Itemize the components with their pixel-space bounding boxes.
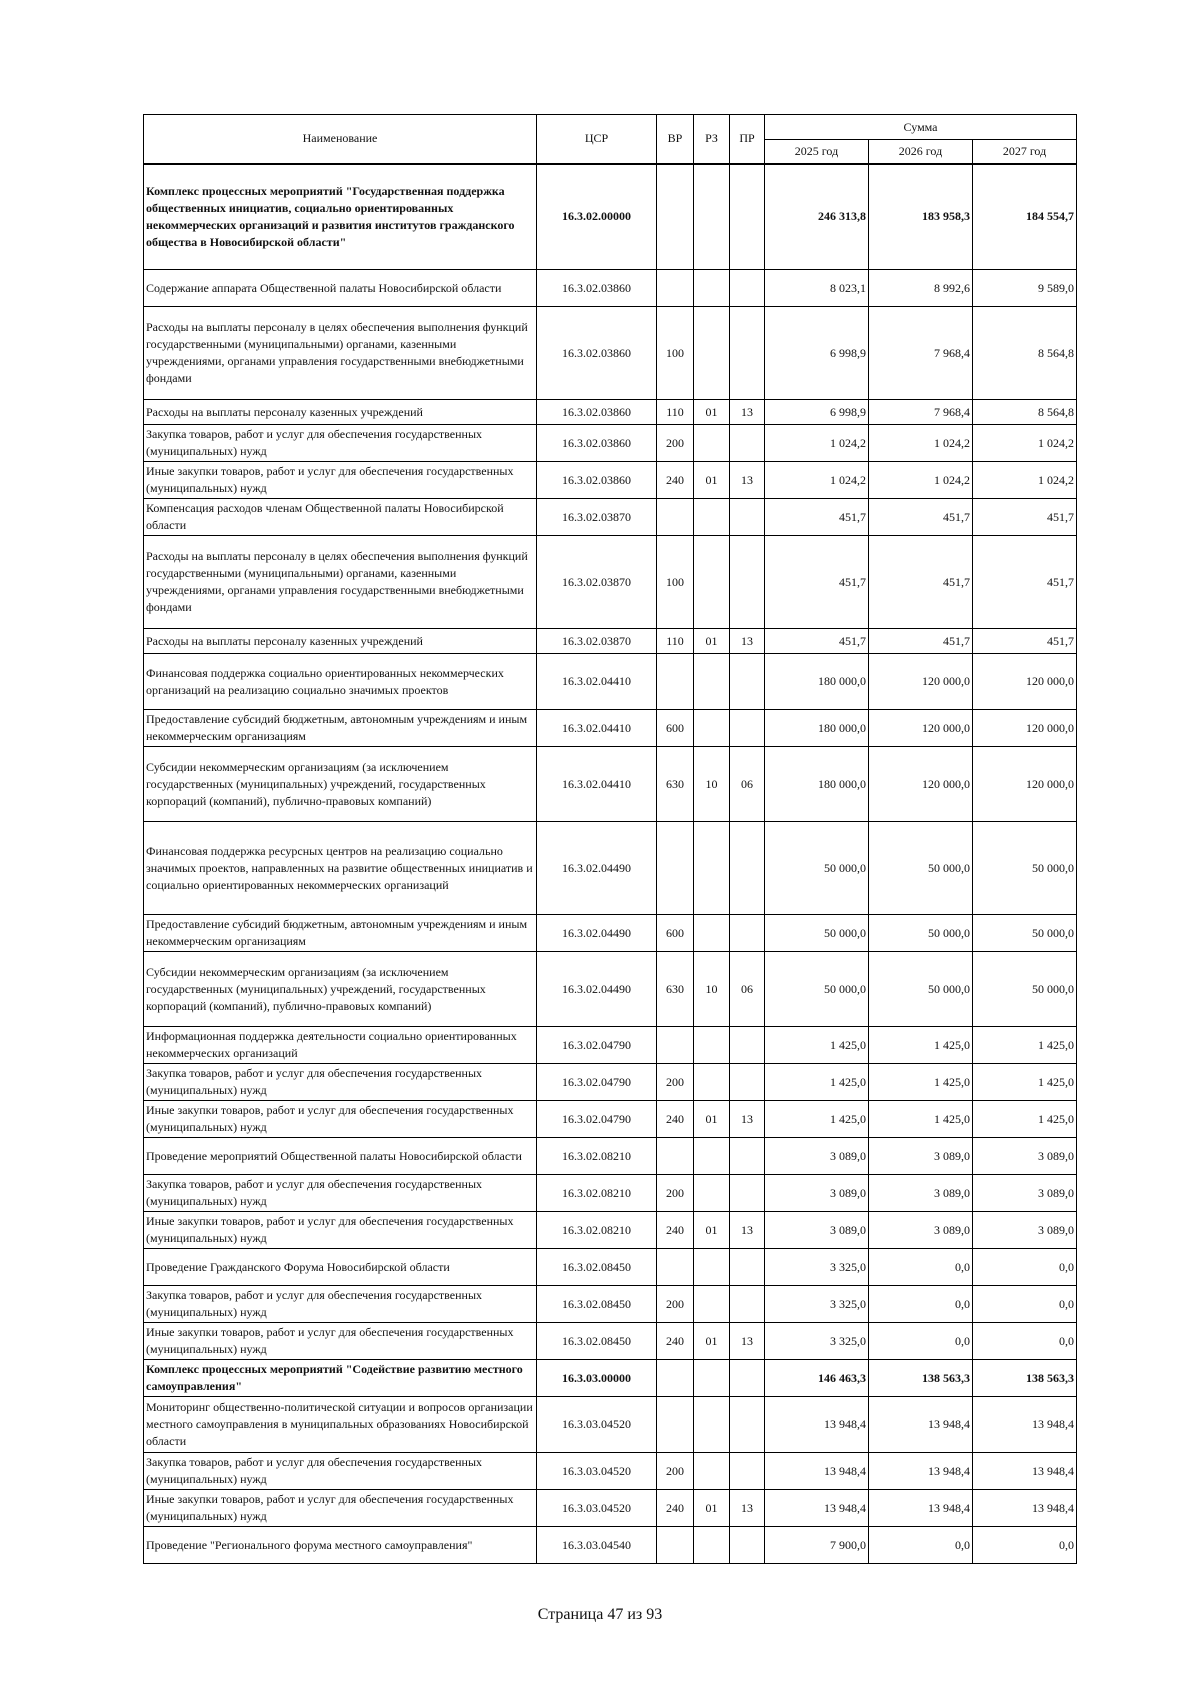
cell-rz <box>694 499 730 536</box>
cell-2025: 8 023,1 <box>765 270 869 307</box>
cell-csr: 16.3.02.08210 <box>537 1175 657 1212</box>
cell-2027: 1 425,0 <box>973 1101 1077 1138</box>
cell-rz <box>694 1453 730 1490</box>
table-row <box>144 1175 1077 1212</box>
cell-2027: 8 564,8 <box>973 400 1077 425</box>
table-row <box>144 400 1077 425</box>
cell-2025: 3 325,0 <box>765 1249 869 1286</box>
cell-2025: 1 024,2 <box>765 462 869 499</box>
cell-vr: 630 <box>657 747 694 822</box>
cell-rz: 01 <box>694 1101 730 1138</box>
cell-2027: 50 000,0 <box>973 822 1077 915</box>
table-row <box>144 1249 1077 1286</box>
cell-2026: 13 948,4 <box>869 1397 973 1453</box>
cell-2027: 3 089,0 <box>973 1212 1077 1249</box>
cell-pr <box>730 164 765 270</box>
cell-vr: 240 <box>657 462 694 499</box>
cell-vr: 240 <box>657 1490 694 1527</box>
cell-2026: 3 089,0 <box>869 1212 973 1249</box>
cell-name: Расходы на выплаты персоналу в целях обеспечения выполнения функций государственными (муниципальными) органами, казенными учреждениями, органами управления государственными внебюджетными фондами <box>144 536 537 629</box>
cell-2027: 3 089,0 <box>973 1138 1077 1175</box>
cell-2025: 3 089,0 <box>765 1212 869 1249</box>
cell-2026: 13 948,4 <box>869 1453 973 1490</box>
cell-vr: 200 <box>657 425 694 462</box>
cell-name: Информационная поддержка деятельности социально ориентированных некоммерческих организаций <box>144 1027 537 1064</box>
table-row <box>144 1527 1077 1564</box>
cell-name: Проведение мероприятий Общественной палаты Новосибирской области <box>144 1138 537 1175</box>
cell-rz <box>694 1286 730 1323</box>
cell-name: Проведение Гражданского Форума Новосибирской области <box>144 1249 537 1286</box>
cell-2027: 451,7 <box>973 536 1077 629</box>
table-row <box>144 710 1077 747</box>
header-year-2025: 2025 год <box>765 140 869 164</box>
cell-2027: 50 000,0 <box>973 915 1077 952</box>
cell-name: Предоставление субсидий бюджетным, автономным учреждениям и иным некоммерческим организациям <box>144 915 537 952</box>
cell-vr <box>657 1360 694 1397</box>
cell-vr: 200 <box>657 1453 694 1490</box>
cell-2026: 1 024,2 <box>869 462 973 499</box>
cell-pr: 13 <box>730 400 765 425</box>
table-row <box>144 822 1077 915</box>
cell-rz <box>694 536 730 629</box>
cell-2026: 0,0 <box>869 1249 973 1286</box>
cell-rz <box>694 1397 730 1453</box>
cell-2025: 6 998,9 <box>765 307 869 400</box>
table-row <box>144 915 1077 952</box>
cell-vr <box>657 1527 694 1564</box>
table-row <box>144 1212 1077 1249</box>
cell-pr <box>730 270 765 307</box>
cell-2027: 120 000,0 <box>973 710 1077 747</box>
table-row <box>144 654 1077 710</box>
cell-name: Комплекс процессных мероприятий "Государственная поддержка общественных инициатив, социально ориентированных некоммерческих организаций и развития институтов гражданского общества в Новосибирской области" <box>144 164 537 270</box>
cell-csr: 16.3.03.04520 <box>537 1490 657 1527</box>
cell-2026: 451,7 <box>869 536 973 629</box>
cell-pr <box>730 307 765 400</box>
cell-pr <box>730 1527 765 1564</box>
cell-2025: 13 948,4 <box>765 1453 869 1490</box>
cell-vr: 100 <box>657 536 694 629</box>
cell-2025: 1 425,0 <box>765 1064 869 1101</box>
cell-2025: 3 089,0 <box>765 1175 869 1212</box>
cell-pr <box>730 1360 765 1397</box>
cell-name: Субсидии некоммерческим организациям (за исключением государственных (муниципальных) учреждений, государственных корпораций (компаний), публично-правовых компаний) <box>144 952 537 1027</box>
cell-name: Иные закупки товаров, работ и услуг для обеспечения государственных (муниципальных) нужд <box>144 1490 537 1527</box>
cell-vr: 240 <box>657 1212 694 1249</box>
cell-vr: 110 <box>657 629 694 654</box>
cell-vr: 600 <box>657 710 694 747</box>
cell-csr: 16.3.02.04410 <box>537 747 657 822</box>
cell-rz: 01 <box>694 629 730 654</box>
cell-pr <box>730 1397 765 1453</box>
header-csr: ЦСР <box>537 115 657 164</box>
cell-2025: 1 024,2 <box>765 425 869 462</box>
table-row <box>144 1286 1077 1323</box>
cell-pr: 06 <box>730 747 765 822</box>
cell-csr: 16.3.02.08210 <box>537 1138 657 1175</box>
cell-2026: 120 000,0 <box>869 654 973 710</box>
cell-rz <box>694 710 730 747</box>
cell-csr: 16.3.02.04410 <box>537 654 657 710</box>
page-number: Страница 47 из 93 <box>537 1606 663 1623</box>
cell-name: Субсидии некоммерческим организациям (за исключением государственных (муниципальных) учреждений, государственных корпораций (компаний), публично-правовых компаний) <box>144 747 537 822</box>
cell-2026: 1 024,2 <box>869 425 973 462</box>
cell-csr: 16.3.03.04520 <box>537 1397 657 1453</box>
cell-pr: 13 <box>730 1212 765 1249</box>
cell-2026: 3 089,0 <box>869 1175 973 1212</box>
cell-pr <box>730 1064 765 1101</box>
cell-vr <box>657 164 694 270</box>
cell-2027: 50 000,0 <box>973 952 1077 1027</box>
cell-2025: 13 948,4 <box>765 1490 869 1527</box>
cell-name: Иные закупки товаров, работ и услуг для обеспечения государственных (муниципальных) нужд <box>144 462 537 499</box>
cell-2025: 50 000,0 <box>765 952 869 1027</box>
table-row <box>144 629 1077 654</box>
cell-csr: 16.3.02.04490 <box>537 952 657 1027</box>
table-row <box>144 499 1077 536</box>
cell-rz <box>694 1138 730 1175</box>
cell-2025: 13 948,4 <box>765 1397 869 1453</box>
cell-vr <box>657 1027 694 1064</box>
cell-vr <box>657 270 694 307</box>
header-year-2027: 2027 год <box>973 140 1077 164</box>
cell-pr: 13 <box>730 1490 765 1527</box>
cell-csr: 16.3.02.08450 <box>537 1323 657 1360</box>
cell-vr <box>657 1397 694 1453</box>
cell-2026: 7 968,4 <box>869 400 973 425</box>
table-row <box>144 1490 1077 1527</box>
cell-2027: 1 425,0 <box>973 1064 1077 1101</box>
cell-csr: 16.3.02.03870 <box>537 499 657 536</box>
cell-rz <box>694 1064 730 1101</box>
cell-2025: 1 425,0 <box>765 1101 869 1138</box>
cell-2026: 0,0 <box>869 1527 973 1564</box>
cell-name: Расходы на выплаты персоналу в целях обеспечения выполнения функций государственными (муниципальными) органами, казенными учреждениями, органами управления государственными внебюджетными фондами <box>144 307 537 400</box>
table-row <box>144 747 1077 822</box>
cell-pr: 13 <box>730 1323 765 1360</box>
cell-name: Предоставление субсидий бюджетным, автономным учреждениям и иным некоммерческим организациям <box>144 710 537 747</box>
cell-vr <box>657 654 694 710</box>
cell-2026: 50 000,0 <box>869 952 973 1027</box>
cell-vr: 600 <box>657 915 694 952</box>
header-vr: ВР <box>657 115 694 164</box>
cell-vr: 200 <box>657 1286 694 1323</box>
cell-csr: 16.3.02.03870 <box>537 629 657 654</box>
cell-rz: 10 <box>694 952 730 1027</box>
cell-pr <box>730 1286 765 1323</box>
cell-vr <box>657 1138 694 1175</box>
cell-csr: 16.3.02.03860 <box>537 462 657 499</box>
cell-2026: 0,0 <box>869 1286 973 1323</box>
cell-2026: 183 958,3 <box>869 164 973 270</box>
cell-2026: 1 425,0 <box>869 1027 973 1064</box>
cell-2027: 8 564,8 <box>973 307 1077 400</box>
cell-2027: 0,0 <box>973 1286 1077 1323</box>
cell-name: Закупка товаров, работ и услуг для обеспечения государственных (муниципальных) нужд <box>144 1453 537 1490</box>
cell-2027: 1 024,2 <box>973 425 1077 462</box>
cell-vr: 240 <box>657 1101 694 1138</box>
cell-2027: 120 000,0 <box>973 654 1077 710</box>
table-row <box>144 1360 1077 1397</box>
cell-pr <box>730 425 765 462</box>
cell-name: Мониторинг общественно-политической ситуации и вопросов организации местного самоуправления в муниципальных образованиях Новосибирской области <box>144 1397 537 1453</box>
cell-rz <box>694 164 730 270</box>
cell-csr: 16.3.02.04790 <box>537 1101 657 1138</box>
cell-vr <box>657 822 694 915</box>
cell-name: Иные закупки товаров, работ и услуг для обеспечения государственных (муниципальных) нужд <box>144 1323 537 1360</box>
table-row <box>144 536 1077 629</box>
cell-name: Финансовая поддержка ресурсных центров на реализацию социально значимых проектов, направленных на развитие общественных инициатив и социально ориентированных некоммерческих организаций <box>144 822 537 915</box>
table-row <box>144 270 1077 307</box>
cell-2025: 1 425,0 <box>765 1027 869 1064</box>
cell-csr: 16.3.02.04490 <box>537 822 657 915</box>
cell-2026: 451,7 <box>869 629 973 654</box>
cell-rz <box>694 1175 730 1212</box>
cell-2026: 50 000,0 <box>869 822 973 915</box>
cell-2025: 146 463,3 <box>765 1360 869 1397</box>
cell-vr: 100 <box>657 307 694 400</box>
cell-2027: 184 554,7 <box>973 164 1077 270</box>
table-row <box>144 425 1077 462</box>
cell-pr <box>730 1249 765 1286</box>
cell-csr: 16.3.02.03860 <box>537 400 657 425</box>
cell-2025: 246 313,8 <box>765 164 869 270</box>
header-sum: Сумма <box>765 115 1077 140</box>
cell-pr: 13 <box>730 462 765 499</box>
cell-csr: 16.3.03.04540 <box>537 1527 657 1564</box>
cell-2025: 451,7 <box>765 536 869 629</box>
table-row <box>144 952 1077 1027</box>
cell-2027: 0,0 <box>973 1527 1077 1564</box>
cell-vr <box>657 499 694 536</box>
cell-name: Закупка товаров, работ и услуг для обеспечения государственных (муниципальных) нужд <box>144 425 537 462</box>
cell-2027: 1 024,2 <box>973 462 1077 499</box>
cell-2025: 180 000,0 <box>765 710 869 747</box>
header-pr: ПР <box>730 115 765 164</box>
cell-pr <box>730 1138 765 1175</box>
table-row <box>144 307 1077 400</box>
cell-name: Закупка товаров, работ и услуг для обеспечения государственных (муниципальных) нужд <box>144 1286 537 1323</box>
cell-csr: 16.3.02.04790 <box>537 1027 657 1064</box>
cell-2025: 180 000,0 <box>765 654 869 710</box>
cell-2026: 0,0 <box>869 1323 973 1360</box>
cell-2027: 451,7 <box>973 629 1077 654</box>
cell-pr <box>730 654 765 710</box>
cell-csr: 16.3.02.03860 <box>537 307 657 400</box>
cell-2027: 13 948,4 <box>973 1453 1077 1490</box>
cell-name: Компенсация расходов членам Общественной палаты Новосибирской области <box>144 499 537 536</box>
cell-2025: 7 900,0 <box>765 1527 869 1564</box>
cell-vr: 200 <box>657 1064 694 1101</box>
cell-2027: 9 589,0 <box>973 270 1077 307</box>
cell-csr: 16.3.02.04790 <box>537 1064 657 1101</box>
cell-vr: 110 <box>657 400 694 425</box>
cell-name: Закупка товаров, работ и услуг для обеспечения государственных (муниципальных) нужд <box>144 1064 537 1101</box>
cell-rz: 01 <box>694 400 730 425</box>
cell-name: Расходы на выплаты персоналу казенных учреждений <box>144 400 537 425</box>
cell-rz <box>694 1527 730 1564</box>
cell-2025: 50 000,0 <box>765 915 869 952</box>
cell-2026: 1 425,0 <box>869 1101 973 1138</box>
cell-2025: 3 325,0 <box>765 1286 869 1323</box>
cell-vr: 200 <box>657 1175 694 1212</box>
cell-csr: 16.3.02.08210 <box>537 1212 657 1249</box>
cell-pr <box>730 1453 765 1490</box>
cell-pr: 06 <box>730 952 765 1027</box>
cell-rz: 01 <box>694 1212 730 1249</box>
cell-rz <box>694 1027 730 1064</box>
cell-2026: 120 000,0 <box>869 710 973 747</box>
cell-2025: 180 000,0 <box>765 747 869 822</box>
cell-2027: 0,0 <box>973 1249 1077 1286</box>
cell-vr: 630 <box>657 952 694 1027</box>
cell-rz: 01 <box>694 1490 730 1527</box>
cell-csr: 16.3.03.04520 <box>537 1453 657 1490</box>
cell-rz <box>694 1249 730 1286</box>
table-row <box>144 1397 1077 1453</box>
cell-csr: 16.3.02.04410 <box>537 710 657 747</box>
cell-name: Расходы на выплаты персоналу казенных учреждений <box>144 629 537 654</box>
cell-2025: 6 998,9 <box>765 400 869 425</box>
cell-2025: 50 000,0 <box>765 822 869 915</box>
cell-2026: 138 563,3 <box>869 1360 973 1397</box>
cell-pr <box>730 915 765 952</box>
cell-pr <box>730 499 765 536</box>
cell-csr: 16.3.02.00000 <box>537 164 657 270</box>
cell-pr <box>730 1175 765 1212</box>
cell-csr: 16.3.02.08450 <box>537 1286 657 1323</box>
table-body <box>144 164 1077 1564</box>
cell-2026: 120 000,0 <box>869 747 973 822</box>
cell-2026: 8 992,6 <box>869 270 973 307</box>
cell-vr: 240 <box>657 1323 694 1360</box>
cell-2026: 50 000,0 <box>869 915 973 952</box>
cell-pr: 13 <box>730 1101 765 1138</box>
cell-2027: 120 000,0 <box>973 747 1077 822</box>
table-header <box>144 115 1077 164</box>
cell-2027: 13 948,4 <box>973 1490 1077 1527</box>
cell-name: Финансовая поддержка социально ориентированных некоммерческих организаций на реализацию социально значимых проектов <box>144 654 537 710</box>
header-year-2026: 2026 год <box>869 140 973 164</box>
cell-2026: 13 948,4 <box>869 1490 973 1527</box>
cell-csr: 16.3.02.03860 <box>537 425 657 462</box>
cell-csr: 16.3.02.03860 <box>537 270 657 307</box>
cell-pr <box>730 822 765 915</box>
cell-rz: 10 <box>694 747 730 822</box>
cell-2027: 1 425,0 <box>973 1027 1077 1064</box>
cell-pr <box>730 710 765 747</box>
cell-rz <box>694 270 730 307</box>
cell-csr: 16.3.03.00000 <box>537 1360 657 1397</box>
table-row <box>144 1323 1077 1360</box>
cell-2027: 3 089,0 <box>973 1175 1077 1212</box>
table-row <box>144 1064 1077 1101</box>
cell-rz <box>694 915 730 952</box>
cell-csr: 16.3.02.03870 <box>537 536 657 629</box>
cell-rz <box>694 1360 730 1397</box>
table-row <box>144 1101 1077 1138</box>
cell-2027: 13 948,4 <box>973 1397 1077 1453</box>
cell-vr <box>657 1249 694 1286</box>
header-name: Наименование <box>144 115 537 164</box>
table-row <box>144 462 1077 499</box>
cell-2025: 451,7 <box>765 499 869 536</box>
cell-rz <box>694 307 730 400</box>
table-row <box>144 1453 1077 1490</box>
cell-rz <box>694 822 730 915</box>
cell-name: Проведение "Регионального форума местного самоуправления" <box>144 1527 537 1564</box>
cell-pr <box>730 1027 765 1064</box>
cell-name: Иные закупки товаров, работ и услуг для обеспечения государственных (муниципальных) нужд <box>144 1212 537 1249</box>
cell-rz: 01 <box>694 462 730 499</box>
table-row <box>144 1138 1077 1175</box>
table-row <box>144 164 1077 270</box>
header-rz: РЗ <box>694 115 730 164</box>
budget-table <box>143 114 1077 1564</box>
cell-2026: 3 089,0 <box>869 1138 973 1175</box>
cell-2025: 3 089,0 <box>765 1138 869 1175</box>
cell-name: Комплекс процессных мероприятий "Содействие развитию местного самоуправления" <box>144 1360 537 1397</box>
cell-2026: 1 425,0 <box>869 1064 973 1101</box>
cell-csr: 16.3.02.08450 <box>537 1249 657 1286</box>
cell-2025: 3 325,0 <box>765 1323 869 1360</box>
cell-name: Содержание аппарата Общественной палаты Новосибирской области <box>144 270 537 307</box>
cell-2026: 7 968,4 <box>869 307 973 400</box>
table-row <box>144 1027 1077 1064</box>
cell-rz: 01 <box>694 1323 730 1360</box>
cell-rz <box>694 654 730 710</box>
cell-2027: 138 563,3 <box>973 1360 1077 1397</box>
cell-csr: 16.3.02.04490 <box>537 915 657 952</box>
cell-name: Иные закупки товаров, работ и услуг для обеспечения государственных (муниципальных) нужд <box>144 1101 537 1138</box>
cell-pr: 13 <box>730 629 765 654</box>
cell-pr <box>730 536 765 629</box>
cell-2026: 451,7 <box>869 499 973 536</box>
cell-name: Закупка товаров, работ и услуг для обеспечения государственных (муниципальных) нужд <box>144 1175 537 1212</box>
cell-2027: 451,7 <box>973 499 1077 536</box>
cell-2025: 451,7 <box>765 629 869 654</box>
cell-rz <box>694 425 730 462</box>
cell-2027: 0,0 <box>973 1323 1077 1360</box>
